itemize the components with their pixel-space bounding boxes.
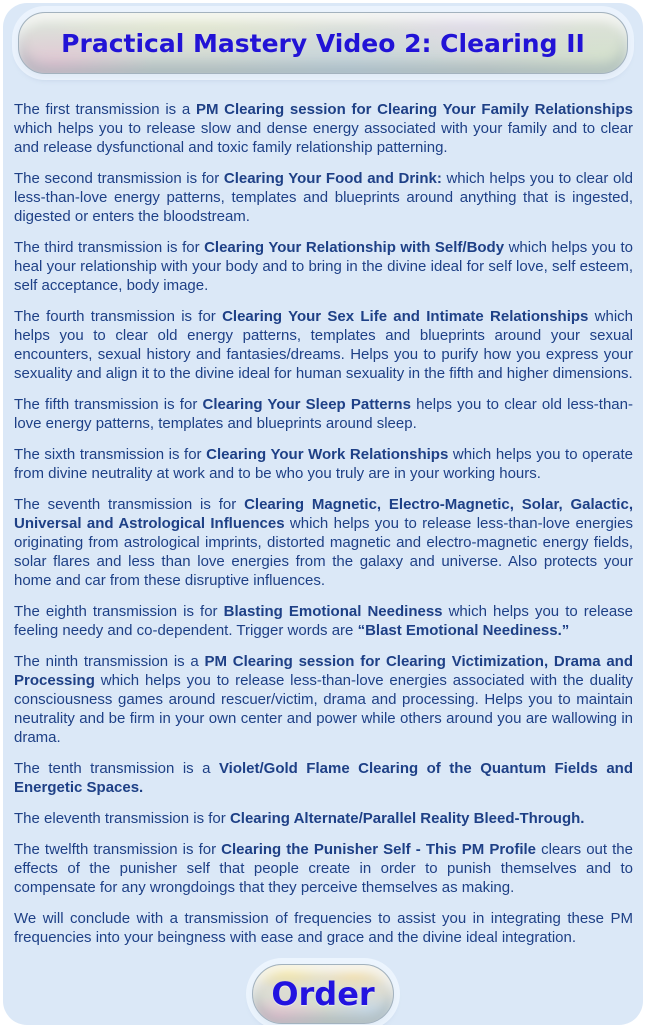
transmission-paragraph — [14, 100, 633, 157]
paragraph-text-run: which helps you to heal your relationship with your body and to bring in the divine ideal for self love, self esteem, self acceptance, body image. — [14, 239, 633, 294]
transmission-paragraph — [14, 809, 633, 828]
paragraph-bold-run: Clearing Your Food and Drink: — [223, 170, 442, 187]
paragraph-bold-run: Blasting Emotional Neediness — [223, 603, 443, 620]
paragraph-text-run: The ninth transmission is a — [14, 653, 205, 670]
transmission-list — [3, 74, 643, 947]
paragraph-text-run: The eleventh transmission is for — [14, 810, 230, 827]
order-button-label: Order — [271, 975, 375, 1013]
paragraph-text-run: The sixth transmission is for — [14, 446, 207, 463]
transmission-paragraph — [14, 169, 633, 226]
paragraph-bold-run: Clearing Magnetic, Electro-Magnetic, Solar, Galactic, Universal and Astrological Influences — [14, 496, 633, 532]
transmission-paragraph — [14, 652, 633, 747]
page-title: Practical Mastery Video 2: Clearing II — [61, 28, 585, 58]
transmission-paragraph — [14, 395, 633, 433]
paragraph-bold-run: Clearing Your Relationship with Self/Body — [204, 239, 505, 256]
transmission-paragraph — [14, 238, 633, 295]
paragraph-bold-run: PM Clearing session for Clearing Your Family Relationships — [195, 101, 633, 118]
paragraph-text-run: which helps you to release less-than-love energies associated with the duality consciousness games around rescuer/victim, drama and processing. Helps you to maintain neutrality and be firm in your own center and power while others around you are wallowing in drama. — [14, 672, 633, 746]
paragraph-text-run: The tenth transmission is a — [14, 760, 219, 777]
paragraph-text-run: which helps you to clear old less-than-love energy patterns, templates and blueprints around anything that is ingested, digested or enters the bloodstream. — [14, 170, 634, 225]
transmission-paragraph — [14, 840, 633, 897]
transmission-paragraph — [14, 307, 633, 383]
paragraph-bold-run: Violet/Gold Flame Clearing of the Quantum Fields and Energetic Spaces. — [14, 760, 633, 796]
paragraph-text-run: clears out the effects of the punisher self that people create in order to punish themselves and to compensate for any wrongdoings that they perceive themselves as making. — [14, 841, 633, 896]
paragraph-text-run: The first transmission is a — [14, 101, 196, 118]
paragraph-text-run: which helps you to release feeling needy and co-dependent. Trigger words are — [14, 603, 634, 639]
paragraph-text-run: which helps you to operate from divine neutrality at work and to be who you truly are in your working hours. — [14, 446, 633, 482]
paragraph-bold-run: Clearing Alternate/Parallel Reality Bleed-Through. — [229, 810, 585, 827]
paragraph-text-run: The third transmission is for — [14, 239, 205, 256]
order-button[interactable] — [252, 964, 394, 1024]
paragraph-text-run: The seventh transmission is for — [14, 496, 245, 513]
paragraph-text-run: helps you to clear old less-than-love energy patterns, templates and blueprints around sleep. — [14, 396, 633, 432]
paragraph-text-run: The twelfth transmission is for — [14, 841, 222, 858]
transmission-paragraph — [14, 759, 633, 797]
paragraph-bold-run: Clearing Your Sleep Patterns — [202, 396, 411, 413]
transmission-paragraph — [14, 445, 633, 483]
transmission-paragraph — [14, 602, 633, 640]
paragraph-text-run: The second transmission is for — [14, 170, 224, 187]
content-panel — [3, 3, 643, 1025]
paragraph-text-run: We will conclude with a transmission of frequencies to assist you in integrating these PM frequencies into your beingness with ease and grace and the divine ideal integration. — [14, 910, 633, 946]
paragraph-bold-run: “Blast Emotional Neediness.” — [357, 622, 570, 639]
paragraph-text-run: The fifth transmission is for — [14, 396, 203, 413]
transmission-paragraph — [14, 495, 633, 590]
paragraph-bold-run: Clearing the Punisher Self - This PM Profile — [221, 841, 537, 858]
paragraph-bold-run: Clearing Your Work Relationships — [206, 446, 449, 463]
order-row — [3, 964, 643, 1024]
paragraph-bold-run: Clearing Your Sex Life and Intimate Relationships — [222, 308, 589, 325]
transmission-paragraph — [14, 909, 633, 947]
paragraph-text-run: The eighth transmission is for — [14, 603, 224, 620]
paragraph-text-run: which helps you to clear old energy patterns, templates and blueprints around your sexual encounters, sexual history and fantasies/dreams. Helps you to purify how you express your sexuality and align it to the divine ideal for human sexuality in the fifth and higher dimensions. — [14, 308, 633, 382]
paragraph-bold-run: PM Clearing session for Clearing Victimization, Drama and Processing — [14, 653, 634, 689]
paragraph-text-run: The fourth transmission is for — [14, 308, 223, 325]
title-banner — [18, 12, 628, 74]
paragraph-text-run: which helps you to release slow and dense energy associated with your family and to clear and release dysfunctional and toxic family relationship patterning. — [14, 120, 633, 156]
paragraph-text-run: which helps you to release less-than-love energies originating from astrological imprints, distorted magnetic and electro-magnetic energy fields, solar flares and less than love energies from the galaxy and universe. Also protects your home and car from these disruptive influences. — [14, 515, 633, 589]
